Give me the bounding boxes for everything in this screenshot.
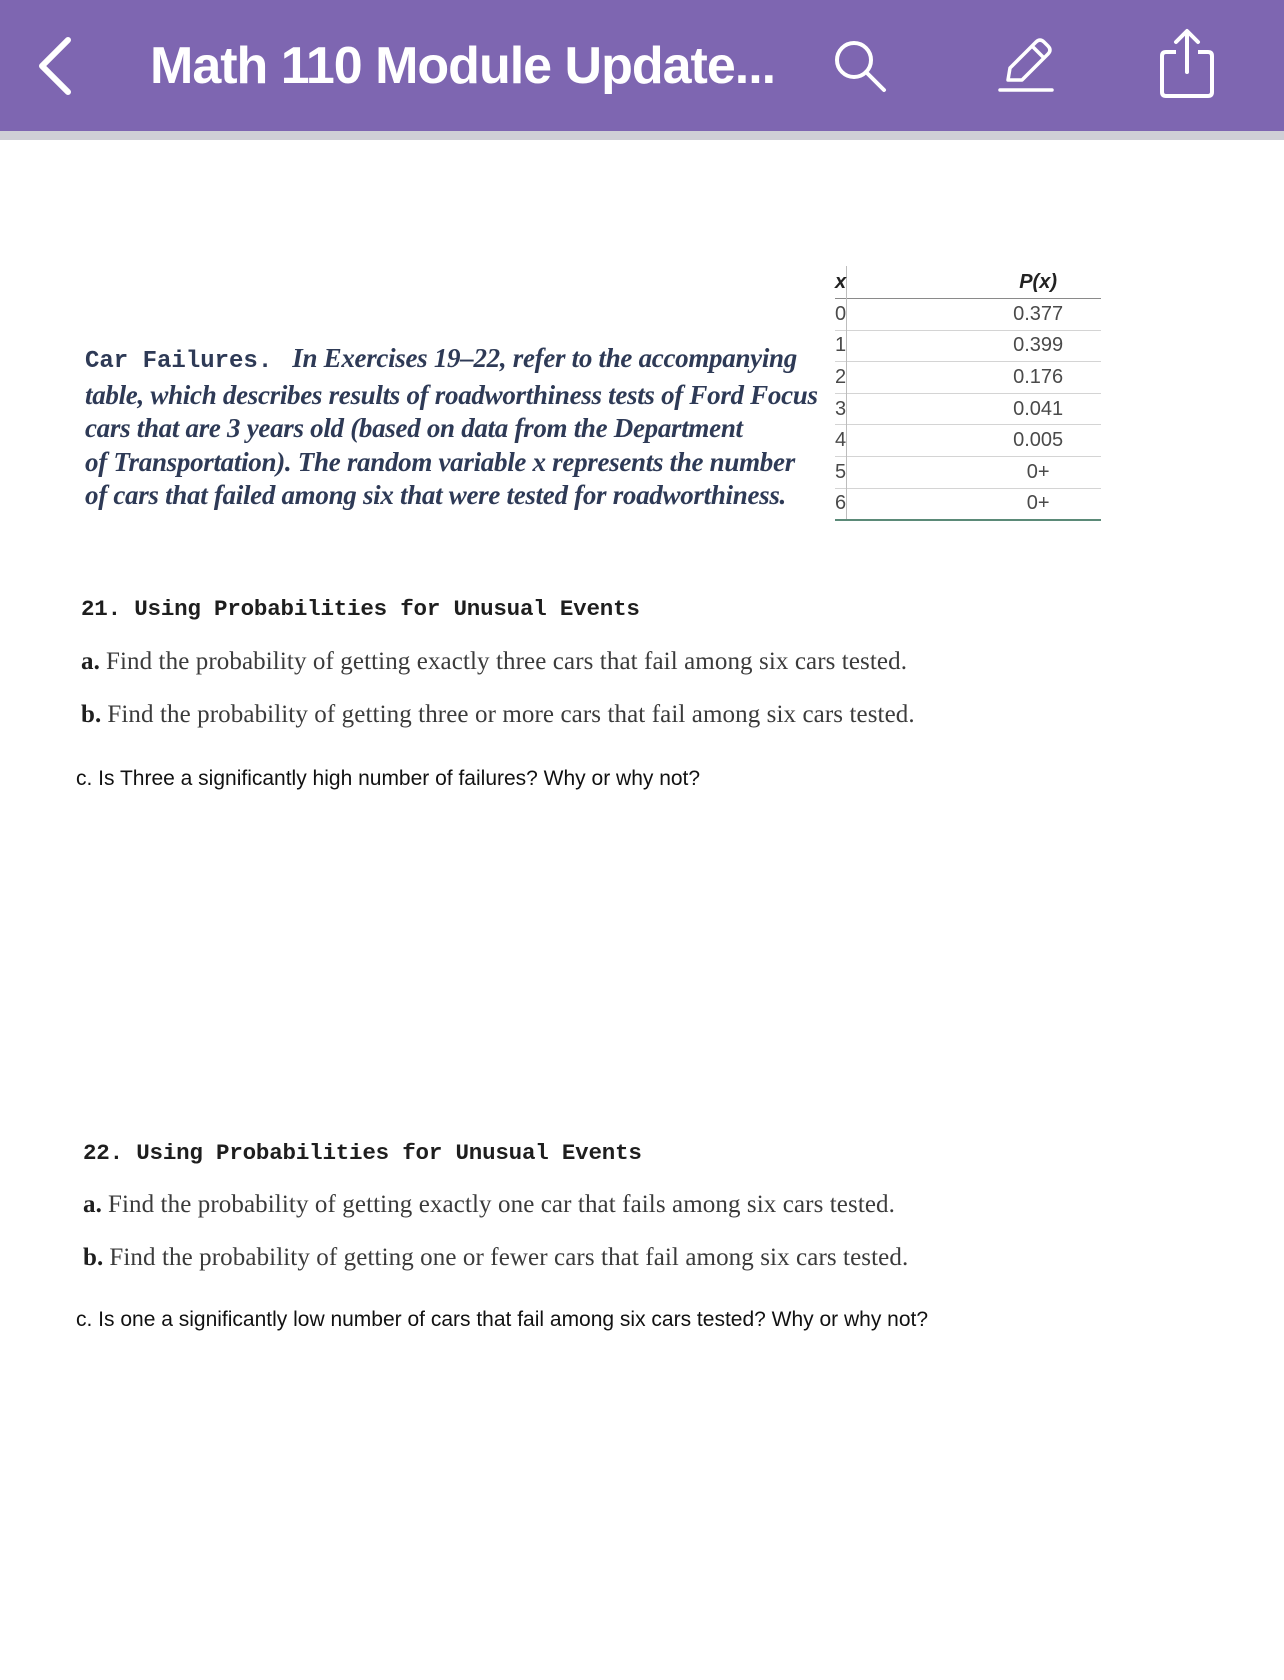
cell-x: 4 <box>835 425 847 457</box>
intro-lead: Car Failures. <box>85 348 273 375</box>
question-22c: c. Is one a significantly low number of cars that fail among six cars tested? Why or why not? <box>76 1308 929 1331</box>
cell-px: 0.377 <box>847 299 1102 331</box>
cell-x: 1 <box>835 330 847 362</box>
intro-line: of Transportation). The random variable x represents the number <box>85 446 795 477</box>
intro-line: table, which describes results of roadworthiness tests of Ford Focus <box>85 379 818 410</box>
cell-px: 0.176 <box>847 362 1102 394</box>
cell-x: 0 <box>835 299 847 331</box>
intro-line: cars that are 3 years old (based on data from the Department <box>85 413 743 443</box>
cell-px: 0.399 <box>847 330 1102 362</box>
question-22a: a. Find the probability of getting exactly one car that fails among six cars tested. <box>83 1191 896 1218</box>
table-row <box>835 330 1101 362</box>
cell-x: 6 <box>835 488 847 520</box>
cell-px: 0+ <box>847 488 1102 520</box>
column-header-x: x <box>835 266 847 299</box>
table-row <box>835 488 1101 520</box>
cell-px: 0.005 <box>847 425 1102 457</box>
table-row <box>835 425 1101 457</box>
intro-line: Car Failures. In Exercises 19–22, refer to the accompanying <box>85 343 797 375</box>
cell-px: 0.041 <box>847 393 1102 425</box>
table-row <box>835 393 1101 425</box>
search-icon[interactable] <box>832 38 890 96</box>
cell-x: 3 <box>835 393 847 425</box>
table-row <box>835 299 1101 331</box>
pencil-icon[interactable] <box>996 30 1056 96</box>
cell-x: 2 <box>835 362 847 394</box>
question-21b: b. Find the probability of getting three or more cars that fail among six cars tested. <box>81 701 915 728</box>
back-icon[interactable] <box>32 34 82 98</box>
intro-line: of cars that failed among six that were tested for roadworthiness. <box>85 480 787 510</box>
table-header-row <box>835 266 1101 299</box>
cell-x: 5 <box>835 456 847 488</box>
question-22b: b. Find the probability of getting one or fewer cars that fail among six cars tested. <box>83 1244 909 1271</box>
table-row <box>835 456 1101 488</box>
probability-table <box>835 266 1101 521</box>
question-21a: a. Find the probability of getting exactly three cars that fail among six cars tested. <box>81 648 908 675</box>
table-row <box>835 362 1101 394</box>
question-21c: c. Is Three a significantly high number of failures? Why or why not? <box>76 767 701 790</box>
exercise-intro <box>85 342 825 513</box>
question-21-heading: 21. Using Probabilities for Unusual Events <box>81 596 640 622</box>
question-22-heading: 22. Using Probabilities for Unusual Events <box>83 1140 642 1166</box>
document-title: Math 110 Module Update... <box>150 37 776 95</box>
column-header-px: P(x) <box>1019 270 1058 293</box>
share-icon[interactable] <box>1156 26 1218 102</box>
cell-px: 0+ <box>847 456 1102 488</box>
navigation-bar-divider <box>0 131 1284 140</box>
